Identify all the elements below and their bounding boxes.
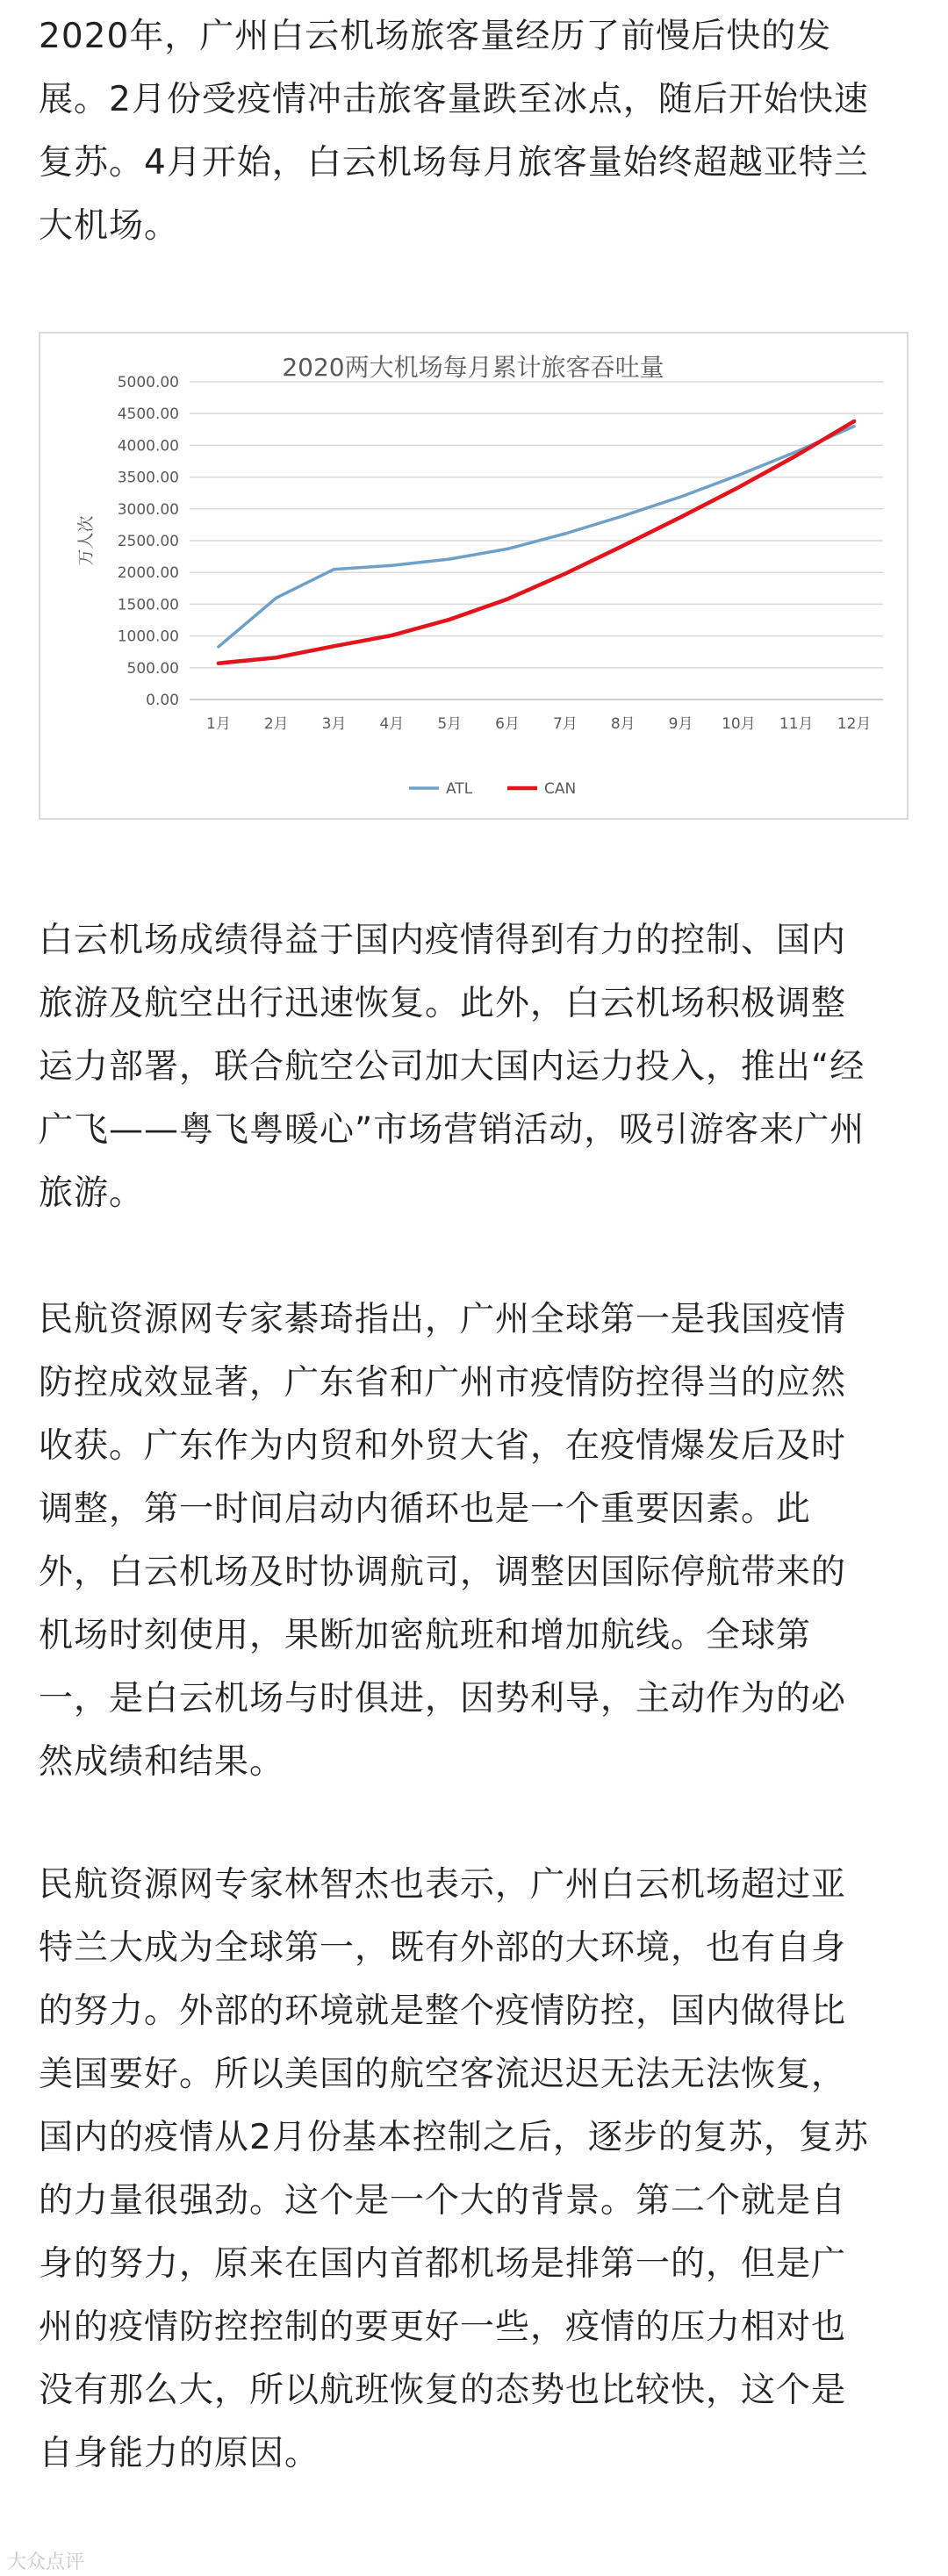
y-tick-label: 4500.00: [117, 405, 179, 424]
x-tick-label: 4月: [379, 715, 405, 733]
y-axis-label: 万人次: [76, 515, 96, 566]
line-chart: [40, 334, 907, 818]
watermark-text: 大众点评: [7, 2551, 85, 2573]
x-tick-label: 12月: [837, 715, 872, 733]
x-tick-label: 3月: [321, 715, 347, 733]
paragraph-reasons: 白云机场成绩得益于国内疫情得到有力的控制、国内 旅游及航空出行迅速恢复。此外，白云机场积极调整 运力部署，联合航空公司加大国内运力投入，推出“经 广飞——粤飞粤暖心”市场营销活动，吸引游客来广州 旅游。: [39, 921, 865, 1213]
x-tick-label: 1月: [206, 715, 231, 733]
series-line-atl: [219, 427, 854, 647]
x-tick-label: 10月: [722, 715, 756, 733]
chart-title: 2020两大机场每月累计旅客吞吐量: [282, 353, 664, 382]
x-tick-label: 9月: [668, 715, 693, 733]
y-tick-label: 2500.00: [117, 533, 179, 550]
legend-label-can: CAN: [544, 780, 577, 798]
y-tick-label: 500.00: [126, 659, 179, 678]
legend-label-atl: ATL: [446, 780, 473, 798]
x-tick-label: 7月: [553, 715, 578, 733]
paragraph-expert-lin: 民航资源网专家林智杰也表示，广州白云机场超过亚 特兰大成为全球第一，既有外部的大环境，也有自身 的努力。外部的环境就是整个疫情防控，国内做得比 美国要好。所以美国的航空客流迟迟无法无法恢复， 国内的疫情从2月份基本控制之后，逐步的复苏，复苏 的力量很强劲。这个是一个大的背景。第二个就是自 身的努力，原来在国内首都机场是排第一的，但是广 州的疫情防控控制的要更好一些，疫情的压力相对也 没有那么大，所以航班恢复的态势也比较快，这个是 自身能力的原因。: [39, 1865, 869, 2473]
y-tick-label: 3000.00: [117, 500, 179, 519]
y-tick-label: 4000.00: [117, 437, 179, 456]
x-tick-label: 6月: [495, 715, 520, 733]
y-tick-label: 1500.00: [117, 596, 179, 614]
x-tick-label: 11月: [779, 715, 814, 733]
paragraph-expert-qiqi: 民航资源网专家綦琦指出，广州全球第一是我国疫情 防控成效显著，广东省和广州市疫情防控得当的应然 收获。广东作为内贸和外贸大省，在疫情爆发后及时 调整，第一时间启动内循环也是一个重要因素。此 外，白云机场及时协调航司，调整因国际停航带来的 机场时刻使用，果断加密航班和增加航线。全球第 一，是白云机场与时俱进，因势利导，主动作为的必 然成绩和结果。: [39, 1300, 847, 1782]
x-tick-label: 8月: [610, 715, 636, 733]
line-chart-card: [39, 332, 908, 820]
paragraph-intro: 2020年，广州白云机场旅客量经历了前慢后快的发 展。2月份受疫情冲击旅客量跌至冰点，随后开始快速 复苏。4月开始，白云机场每月旅客量始终超越亚特兰 大机场。: [39, 17, 869, 246]
x-tick-label: 5月: [437, 715, 463, 733]
y-tick-label: 1000.00: [117, 628, 179, 646]
y-tick-label: 5000.00: [117, 374, 179, 391]
y-tick-label: 2000.00: [117, 564, 179, 583]
y-tick-label: 0.00: [146, 692, 179, 709]
x-tick-label: 2月: [263, 715, 289, 733]
y-tick-label: 3500.00: [117, 469, 179, 487]
